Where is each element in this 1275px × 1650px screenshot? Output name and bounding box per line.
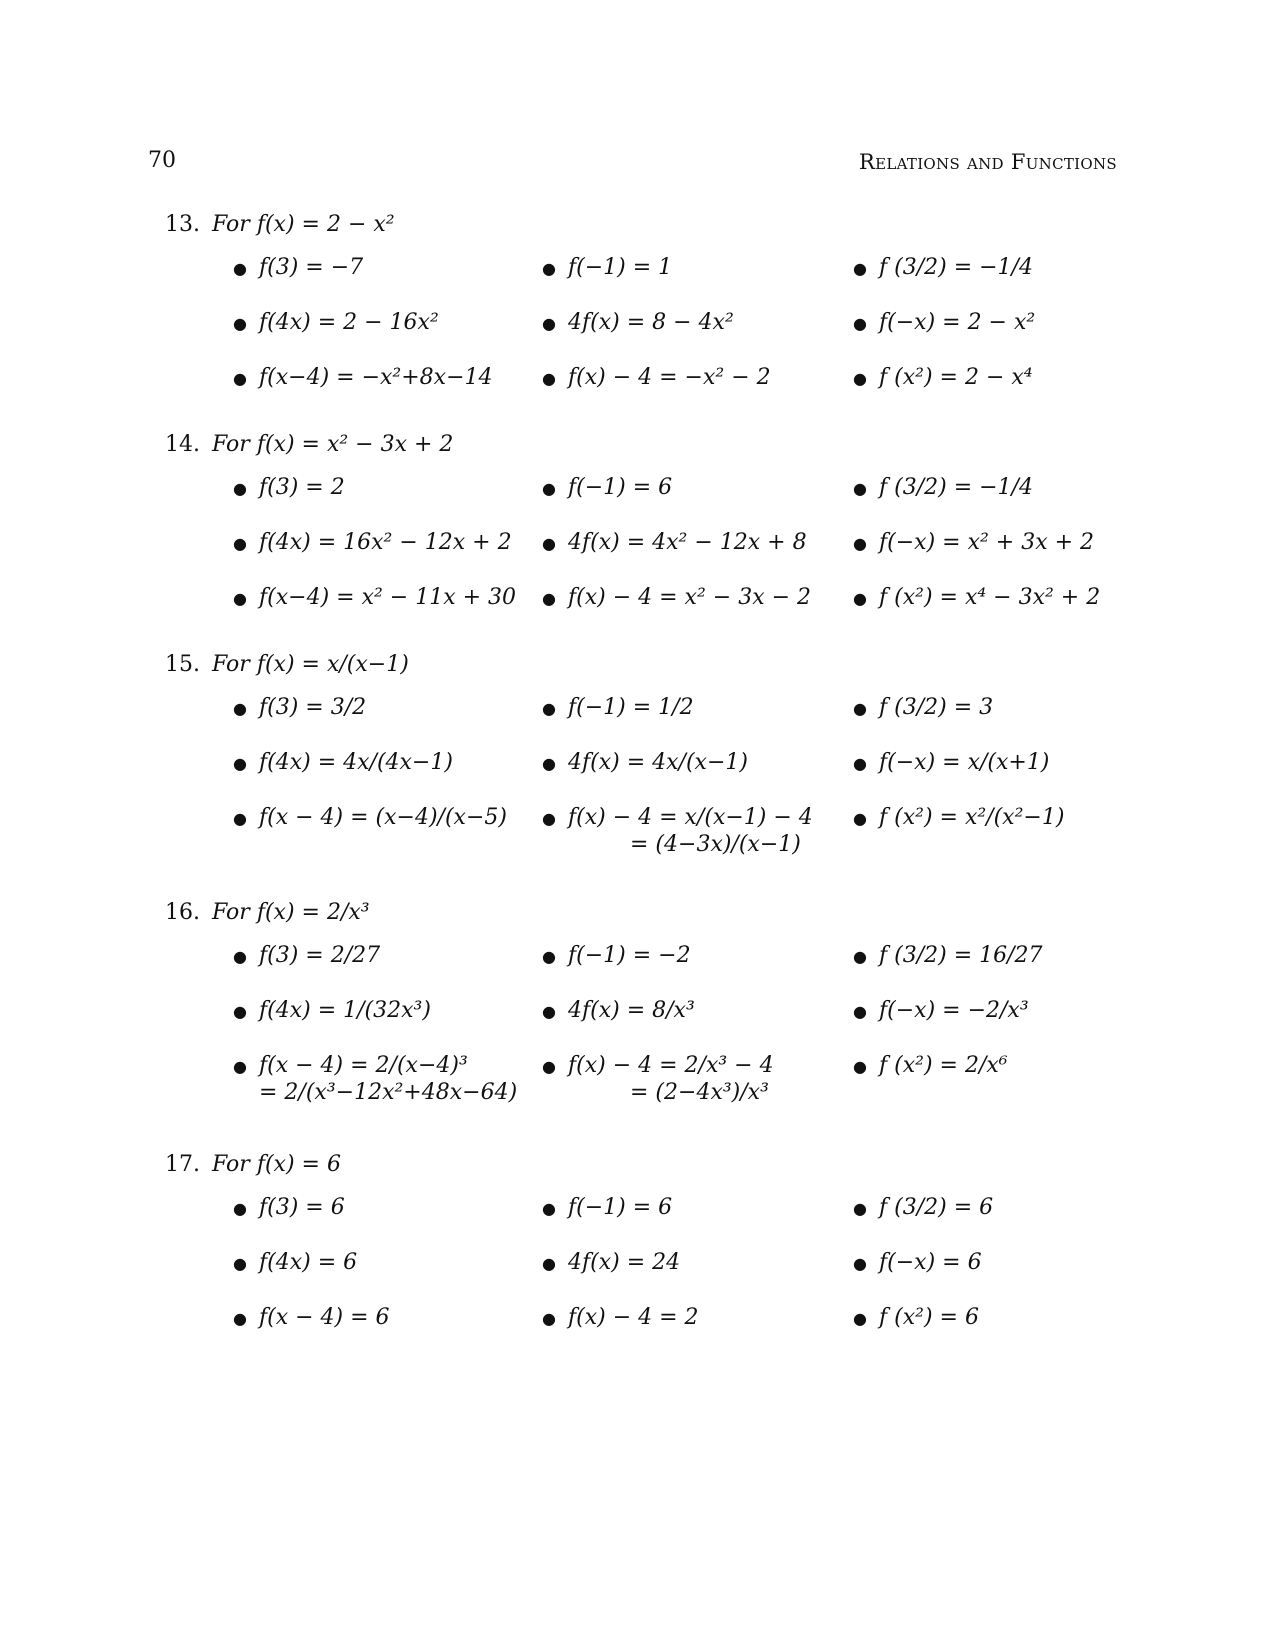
problem-prompt: For f(x) = x² − 3x + 2: [212, 432, 454, 457]
answer-text: 4f(x) = 8/x³: [568, 998, 695, 1023]
answer-text: f(−1) = 6: [568, 475, 673, 500]
answer-item: [853, 998, 1029, 1023]
answer-item: [542, 530, 807, 555]
page-number: 70: [148, 148, 176, 173]
answer-text: f (3/2) = 6: [879, 1195, 994, 1220]
answer-item: [233, 1305, 390, 1330]
answer-item: [233, 750, 453, 775]
answer-text: f(4x) = 4x/(4x−1): [259, 750, 453, 775]
bullet-icon: ●: [853, 1308, 867, 1328]
answer-grid: [165, 943, 1125, 1133]
problem-prompt: For f(x) = 2 − x²: [212, 212, 395, 237]
bullet-icon: ●: [853, 368, 867, 388]
bullet-icon: ●: [233, 588, 247, 608]
answer-row: [165, 1305, 1125, 1360]
answer-row: [165, 1195, 1125, 1250]
problem-15: [165, 645, 1125, 885]
answer-row: [165, 1250, 1125, 1305]
bullet-icon: ●: [853, 1001, 867, 1021]
bullet-icon: ●: [233, 1253, 247, 1273]
answer-row: [165, 530, 1125, 585]
answer-item: [853, 695, 993, 720]
answer-item: [853, 805, 1064, 830]
answer-grid: [165, 475, 1125, 640]
answer-text: f (x²) = 6: [879, 1305, 979, 1330]
answer-item: [233, 585, 516, 610]
answer-item: [233, 695, 366, 720]
problem-prompt: For f(x) = 2/x³: [212, 900, 370, 925]
bullet-icon: ●: [233, 478, 247, 498]
answer-item: [233, 1195, 345, 1220]
problem-number: 17.: [165, 1152, 200, 1177]
answer-item: [542, 1305, 699, 1330]
answer-item: [853, 365, 1033, 390]
answer-grid: [165, 1195, 1125, 1360]
answer-text: f(4x) = 6: [259, 1250, 358, 1275]
answer-text: f(3) = 2: [259, 475, 345, 500]
bullet-icon: ●: [233, 698, 247, 718]
problem-17: [165, 1145, 1125, 1360]
answer-text: f(x−4) = x² − 11x + 30: [259, 585, 517, 610]
answer-item: [853, 1250, 982, 1275]
problem-head: [165, 425, 1125, 465]
bullet-icon: ●: [233, 808, 247, 828]
bullet-icon: ●: [542, 478, 556, 498]
answer-text: f (x²) = 2 − x⁴: [879, 365, 1033, 390]
bullet-icon: ●: [542, 588, 556, 608]
answer-item: [542, 998, 695, 1023]
answer-item: [233, 365, 493, 390]
answer-item: [233, 530, 512, 555]
answer-text: 4f(x) = 4x² − 12x + 8: [568, 530, 807, 555]
bullet-icon: ●: [542, 313, 556, 333]
answer-item: [233, 255, 363, 280]
answer-text: f(3) = −7: [259, 255, 364, 280]
answer-text: f(−x) = x/(x+1): [879, 750, 1050, 775]
answer-text: f(−x) = 2 − x²: [879, 310, 1036, 335]
answer-row: [165, 310, 1125, 365]
bullet-icon: ●: [233, 258, 247, 278]
answer-item: [542, 365, 771, 390]
answer-item: [853, 1053, 1008, 1078]
bullet-icon: ●: [853, 1253, 867, 1273]
answer-text: f(−1) = 1/2: [568, 695, 694, 720]
problem-13: [165, 205, 1125, 420]
answer-item: [233, 1053, 517, 1105]
answer-item: [233, 310, 439, 335]
problem-head: [165, 1145, 1125, 1185]
answer-item: [542, 1250, 680, 1275]
problem-number: 14.: [165, 432, 200, 457]
answer-text: 4f(x) = 4x/(x−1): [568, 750, 748, 775]
bullet-icon: ●: [853, 588, 867, 608]
bullet-icon: ●: [233, 313, 247, 333]
answer-item: [542, 1195, 672, 1220]
answer-item: [853, 255, 1033, 280]
answer-text: f(−x) = x² + 3x + 2: [879, 530, 1095, 555]
answer-text: f(3) = 3/2: [259, 695, 367, 720]
answer-item: [542, 585, 811, 610]
answer-text: f(x − 4) = (x−4)/(x−5): [259, 805, 507, 830]
answer-text: f (3/2) = −1/4: [879, 475, 1033, 500]
answer-item: [853, 475, 1033, 500]
answer-text: f(4x) = 1/(32x³): [259, 998, 431, 1023]
answer-item: [233, 805, 507, 830]
answer-grid: [165, 695, 1125, 885]
answer-item: [853, 310, 1035, 335]
answer-item: [542, 750, 748, 775]
bullet-icon: ●: [542, 753, 556, 773]
bullet-icon: ●: [853, 258, 867, 278]
answer-row: [165, 365, 1125, 420]
bullet-icon: ●: [542, 1308, 556, 1328]
answer-item: [542, 943, 691, 968]
answer-text: f(x − 4) = 2/(x−4)³: [259, 1053, 468, 1078]
bullet-icon: ●: [233, 368, 247, 388]
answer-row: [165, 585, 1125, 640]
answer-text: f(3) = 2/27: [259, 943, 381, 968]
bullet-icon: ●: [542, 533, 556, 553]
bullet-icon: ●: [233, 946, 247, 966]
answer-row: [165, 998, 1125, 1053]
answer-text: f(4x) = 16x² − 12x + 2: [259, 530, 512, 555]
bullet-icon: ●: [542, 258, 556, 278]
answer-item: [853, 1305, 979, 1330]
problem-number: 16.: [165, 900, 200, 925]
answer-grid: [165, 255, 1125, 420]
answer-text: f (3/2) = 3: [879, 695, 994, 720]
answer-item: [853, 943, 1043, 968]
answer-row: [165, 695, 1125, 750]
bullet-icon: ●: [233, 753, 247, 773]
answer-row: [165, 475, 1125, 530]
answer-item: [542, 255, 672, 280]
answer-text: f(−1) = −2: [568, 943, 691, 968]
problem-16: [165, 893, 1125, 1133]
answer-text: f(x) − 4 = 2: [568, 1305, 699, 1330]
running-head-text: Relations and Functions: [858, 150, 1117, 174]
answer-text: 4f(x) = 8 − 4x²: [568, 310, 734, 335]
problem-head: [165, 893, 1125, 933]
answer-text: f(−x) = 6: [879, 1250, 982, 1275]
answer-item: [233, 943, 380, 968]
bullet-icon: ●: [853, 533, 867, 553]
answer-text: f(x) − 4 = x/(x−1) − 4: [568, 805, 813, 830]
bullet-icon: ●: [233, 533, 247, 553]
bullet-icon: ●: [853, 1056, 867, 1076]
running-head: [859, 150, 1117, 174]
bullet-icon: ●: [853, 946, 867, 966]
answer-text: f(x) − 4 = x² − 3x − 2: [568, 585, 812, 610]
problem-number: 13.: [165, 212, 200, 237]
answer-item: [853, 530, 1094, 555]
answer-text: f(x−4) = −x²+8x−14: [259, 365, 493, 390]
problem-number: 15.: [165, 652, 200, 677]
bullet-icon: ●: [233, 1056, 247, 1076]
answer-item: [233, 475, 345, 500]
answer-item: [542, 475, 672, 500]
bullet-icon: ●: [542, 368, 556, 388]
bullet-icon: ●: [542, 1056, 556, 1076]
bullet-icon: ●: [853, 698, 867, 718]
bullet-icon: ●: [853, 478, 867, 498]
answer-continuation: = (2−4x³)/x³: [630, 1080, 769, 1105]
answer-continuation: = (4−3x)/(x−1): [630, 832, 801, 857]
problem-prompt: For f(x) = x/(x−1): [212, 652, 409, 677]
answer-text: f (x²) = x⁴ − 3x² + 2: [879, 585, 1101, 610]
problem-14: [165, 425, 1125, 640]
answer-item: [542, 695, 694, 720]
answer-text: f(−1) = 1: [568, 255, 673, 280]
answer-text: f (x²) = x²/(x²−1): [879, 805, 1065, 830]
bullet-icon: ●: [542, 1253, 556, 1273]
bullet-icon: ●: [233, 1198, 247, 1218]
answer-text: 4f(x) = 24: [568, 1250, 681, 1275]
bullet-icon: ●: [233, 1001, 247, 1021]
answer-row: [165, 943, 1125, 998]
bullet-icon: ●: [853, 1198, 867, 1218]
answer-text: f(−1) = 6: [568, 1195, 673, 1220]
answer-text: f(x) − 4 = 2/x³ − 4: [568, 1053, 774, 1078]
answer-text: f(4x) = 2 − 16x²: [259, 310, 439, 335]
bullet-icon: ●: [542, 808, 556, 828]
answer-item: [233, 1250, 357, 1275]
bullet-icon: ●: [233, 1308, 247, 1328]
answer-text: f (3/2) = 16/27: [879, 943, 1043, 968]
answer-text: f(−x) = −2/x³: [879, 998, 1029, 1023]
answer-row: [165, 1053, 1125, 1133]
bullet-icon: ●: [542, 1198, 556, 1218]
answer-text: f(x) − 4 = −x² − 2: [568, 365, 771, 390]
bullet-icon: ●: [853, 313, 867, 333]
answer-item: [853, 750, 1049, 775]
problem-prompt: For f(x) = 6: [212, 1152, 341, 1177]
answer-row: [165, 255, 1125, 310]
answer-item: [233, 998, 431, 1023]
answer-item: [542, 1053, 774, 1105]
answer-row: [165, 805, 1125, 885]
problem-head: [165, 645, 1125, 685]
answer-text: f(x − 4) = 6: [259, 1305, 390, 1330]
answer-text: f (x²) = 2/x⁶: [879, 1053, 1008, 1078]
problem-head: [165, 205, 1125, 245]
answer-continuation: = 2/(x³−12x²+48x−64): [259, 1080, 518, 1105]
answer-item: [542, 805, 813, 857]
bullet-icon: ●: [542, 946, 556, 966]
answer-row: [165, 750, 1125, 805]
answer-item: [853, 585, 1100, 610]
bullet-icon: ●: [542, 1001, 556, 1021]
bullet-icon: ●: [542, 698, 556, 718]
answer-text: f(3) = 6: [259, 1195, 345, 1220]
answer-item: [542, 310, 734, 335]
bullet-icon: ●: [853, 753, 867, 773]
answer-item: [853, 1195, 993, 1220]
bullet-icon: ●: [853, 808, 867, 828]
answer-text: f (3/2) = −1/4: [879, 255, 1033, 280]
